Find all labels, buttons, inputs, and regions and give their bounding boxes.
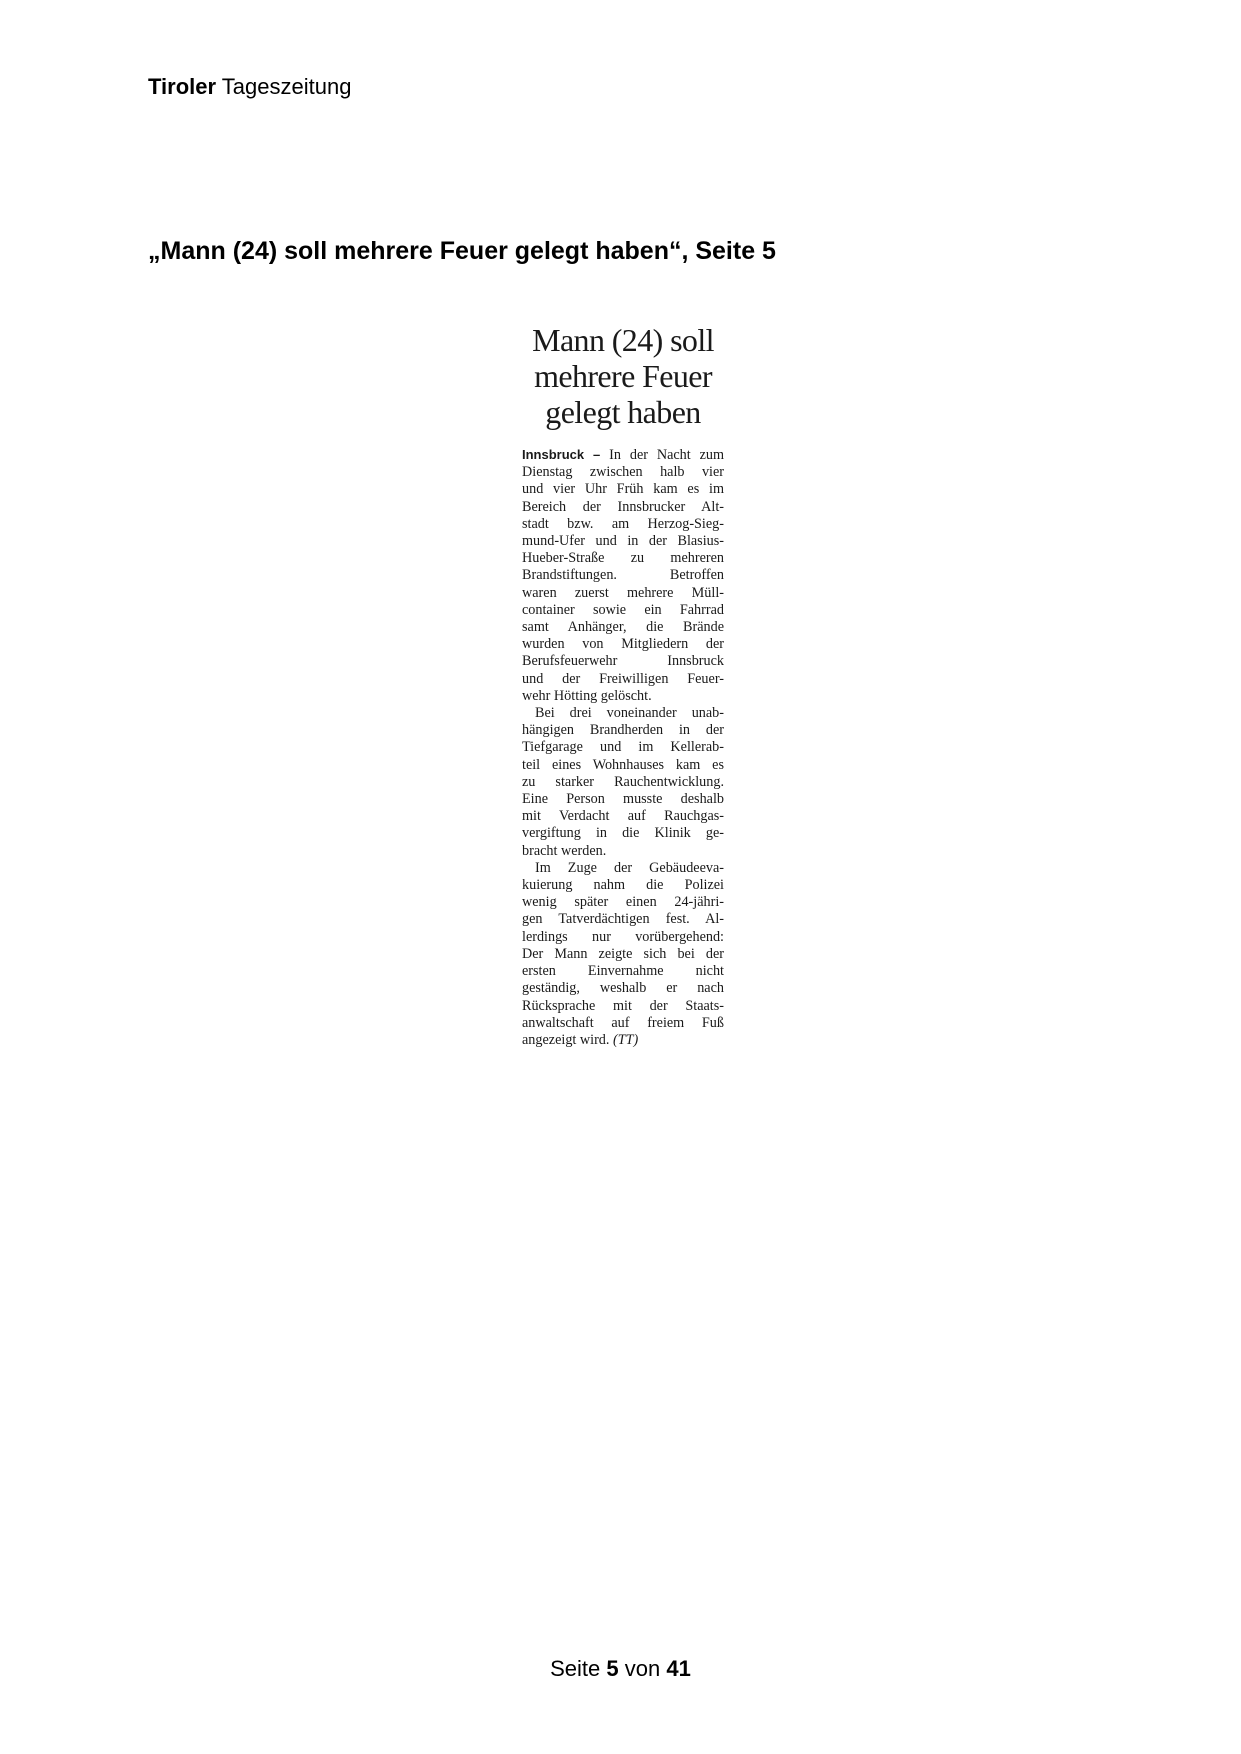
clipping-text-line: angezeigt wird. (TT) (522, 1031, 639, 1048)
clipping-text-line: waren zuerst mehrere Müll- (522, 584, 724, 601)
clipping-text-line: mit Verdacht auf Rauchgas- (522, 808, 724, 825)
clipping-text-line: wenig später einen 24-jähri- (522, 894, 724, 911)
article-summary-title: „Mann (24) soll mehrere Feuer gelegt haben“, Seite 5 (148, 237, 776, 265)
clipping-text-line: und der Freiwilligen Feuer- (522, 670, 724, 687)
clipping-text-line: Rücksprache mit der Staats- (522, 997, 724, 1014)
clipping-text-line: container sowie ein Fahrrad (522, 601, 724, 618)
page-number-total: 41 (666, 1656, 691, 1681)
clipping-text-line: Eine Person musste deshalb (522, 791, 724, 808)
clipping-text-line: mund-Ufer und in der Blasius- (522, 533, 724, 550)
clipping-text-line: Brandstiftungen. Betroffen (522, 567, 724, 584)
clipping-text-line: Tiefgarage und im Kellerab- (522, 739, 724, 756)
clipping-text-line: Bei drei voneinander unab- (535, 705, 724, 722)
page-number-current: 5 (606, 1656, 619, 1681)
clipping-headline-line: gelegt haben (545, 394, 701, 430)
newspaper-clipping (522, 322, 724, 1049)
clipping-text-line: Dienstag zwischen halb vier (522, 464, 724, 481)
clipping-credit: (TT) (613, 1031, 639, 1048)
publication-name-regular: Tageszeitung (221, 74, 352, 99)
page-number-prefix: Seite (550, 1656, 601, 1681)
clipping-text-line: Bereich der Innsbrucker Alt- (522, 498, 724, 515)
clipping-text-line: Hueber-Straße zu mehreren (522, 550, 724, 567)
page-footer (0, 1654, 1241, 1684)
clipping-text-line: vergiftung in die Klinik ge- (522, 825, 724, 842)
page-number-separator: von (624, 1656, 661, 1681)
clipping-text-line: Innsbruck – In der Nacht zum (522, 447, 725, 463)
clipping-text-line: zu starker Rauchentwicklung. (522, 773, 724, 790)
clipping-text-line: anwaltschaft auf freiem Fuß (522, 1014, 724, 1031)
clipping-text-line: samt Anhänger, die Brände (522, 619, 724, 636)
page-number (550, 1654, 691, 1684)
clipping-text-line: und vier Uhr Früh kam es im (522, 481, 724, 498)
clipping-text-line: bracht werden. (522, 842, 607, 859)
clipping-text-line: wurden von Mitgliedern der (522, 636, 724, 653)
clipping-headline-line: mehrere Feuer (534, 358, 712, 394)
clipping-text-line: Der Mann zeigte sich bei der (522, 945, 724, 962)
clipping-text-line: stadt bzw. am Herzog-Sieg- (522, 515, 724, 532)
clipping-text-line: hängigen Brandherden in der (522, 722, 724, 739)
clipping-headline-line: Mann (24) soll (532, 322, 714, 358)
clipping-text-line: Berufsfeuerwehr Innsbruck (522, 653, 724, 670)
publication-name-bold: Tiroler (148, 74, 217, 99)
clipping-headline (510, 322, 736, 430)
clipping-text-line: wehr Hötting gelöscht. (522, 687, 652, 704)
clipping-body (522, 446, 724, 1049)
clipping-text-line: teil eines Wohnhauses kam es (522, 756, 724, 773)
clipping-text-line: Im Zuge der Gebäudeeva- (535, 859, 724, 876)
clipping-text-line: kuierung nahm die Polizei (522, 877, 724, 894)
clipping-text-line: ersten Einvernahme nicht (522, 963, 724, 980)
clipping-text-line: gen Tatverdächtigen fest. Al- (522, 911, 724, 928)
clipping-text-line: geständig, weshalb er nach (522, 980, 724, 997)
clipping-dateline: Innsbruck – (522, 447, 601, 462)
publication-name (148, 72, 351, 102)
clipping-text-line: lerdings nur vorübergehend: (522, 928, 724, 945)
